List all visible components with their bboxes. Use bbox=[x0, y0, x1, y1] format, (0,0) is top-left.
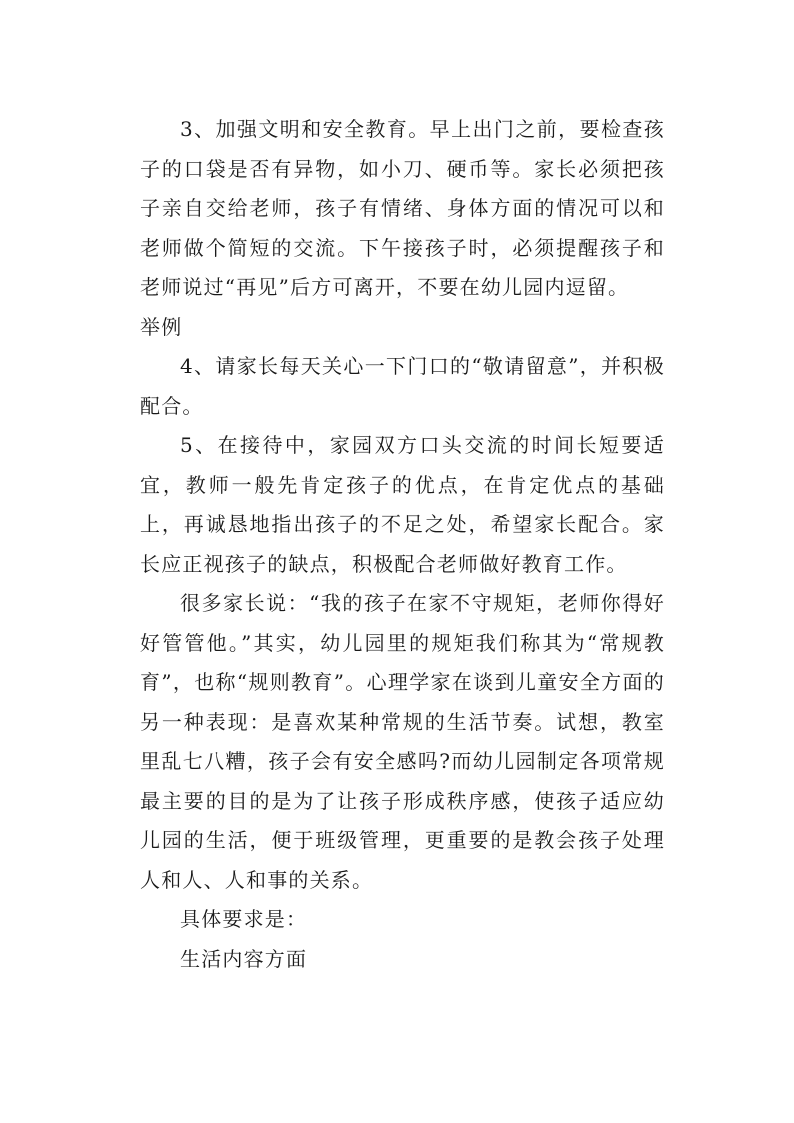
paragraph-routine-education: 很多家长说：“我的孩子在家不守规矩，老师你得好好管管他。”其实，幼儿园里的规矩我们称其为“常规教育”，也称“规则教育”。心理学家在谈到儿童安全方面的另一种表现：是喜欢某种常规的生活节奏。试想，教室里乱七八糟，孩子会有安全感吗?而幼儿园制定各项常规最主要的目的是为了让孩子形成秩序感，使孩子适应幼儿园的生活，便于班级管理，更重要的是教会孩子处理人和人、人和事的关系。 bbox=[140, 591, 665, 892]
document-body bbox=[140, 110, 665, 979]
paragraph-requirements-heading: 具体要求是： bbox=[180, 907, 308, 931]
paragraph-notice-board: 4、请家长每天关心一下门口的“敬请留意”，并积极配合。 bbox=[140, 354, 665, 418]
paragraph-daily-life-heading: 生活内容方面 bbox=[180, 946, 308, 971]
paragraph-reception-communication: 5、在接待中，家园双方口头交流的时间长短要适宜，教师一般先肯定孩子的优点，在肯定优点的基础上，再诚恳地指出孩子的不足之处，希望家长配合。家长应正视孩子的缺点，积极配合老师做好教育工作。 bbox=[140, 433, 665, 576]
paragraph-civility-safety: 3、加强文明和安全教育。早上出门之前，要检查孩子的口袋是否有异物，如小刀、硬币等。家长必须把孩子亲自交给老师，孩子有情绪、身体方面的情况可以和老师做个简短的交流。下午接孩子时，必须提醒孩子和老师说过“再见”后方可离开，不要在幼儿园内逗留。 bbox=[140, 117, 665, 299]
paragraph-example-label: 举例 bbox=[140, 314, 183, 339]
